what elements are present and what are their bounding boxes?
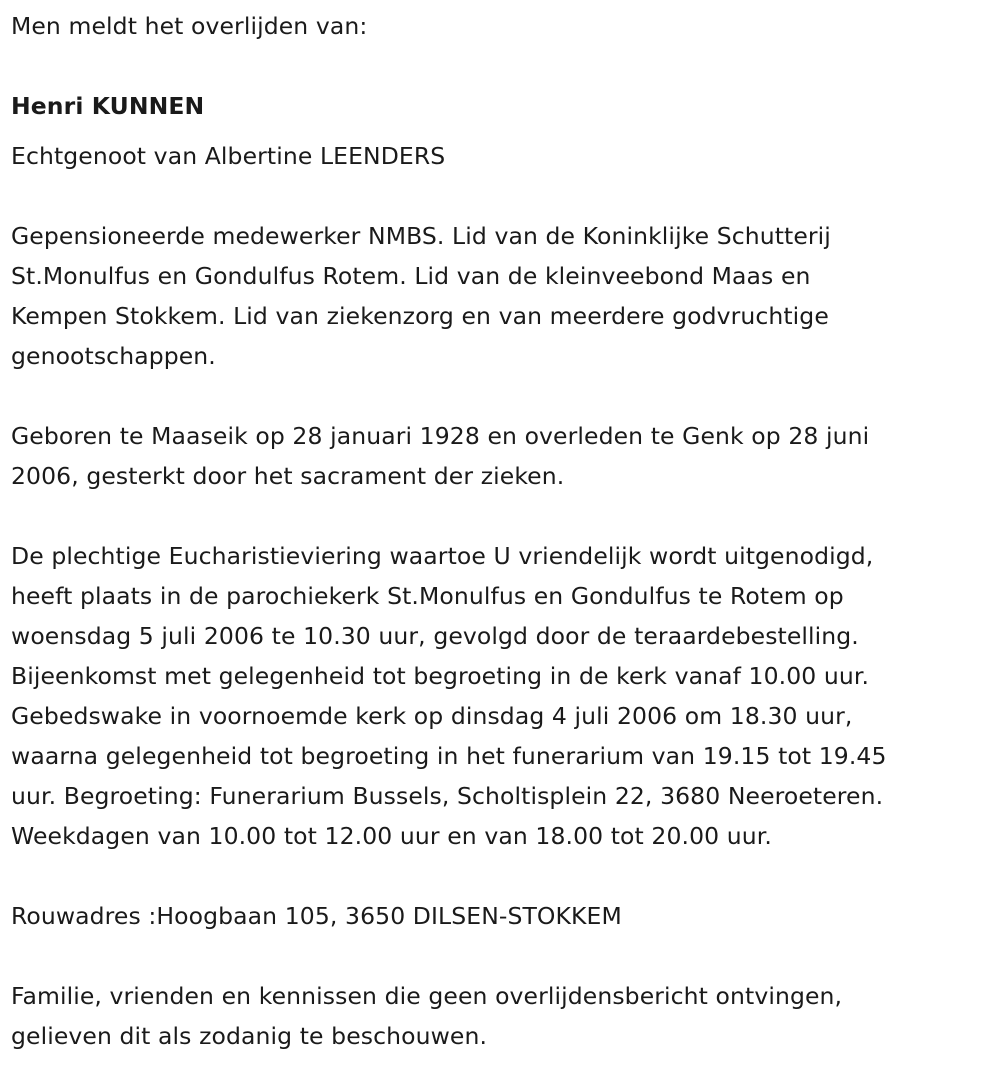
closing-paragraph <box>11 976 996 1056</box>
biography-line: St.Monulfus en Gondulfus Rotem. Lid van de kleinveebond Maas en <box>11 262 811 290</box>
birth-death-line: Geboren te Maaseik op 28 januari 1928 en overleden te Genk op 28 juni <box>11 422 870 450</box>
intro-text: Men meldt het overlijden van: <box>11 12 368 40</box>
funeral-info-line: Gebedswake in voornoemde kerk op dinsdag 4 juli 2006 om 18.30 uur, <box>11 702 853 730</box>
funeral-info-line: Bijeenkomst met gelegenheid tot begroeting in de kerk vanaf 10.00 uur. <box>11 662 870 690</box>
funeral-info-line: uur. Begroeting: Funerarium Bussels, Scholtisplein 22, 3680 Neeroeteren. <box>11 782 884 810</box>
birth-death-line: 2006, gesterkt door het sacrament der zieken. <box>11 462 565 490</box>
biography-paragraph <box>11 216 996 376</box>
deceased-name: Henri KUNNEN <box>11 92 205 120</box>
funeral-info-line: heeft plaats in de parochiekerk St.Monulfus en Gondulfus te Rotem op <box>11 582 844 610</box>
closing-line: Familie, vrienden en kennissen die geen overlijdensbericht ontvingen, <box>11 982 843 1010</box>
closing-line: gelieven dit als zodanig te beschouwen. <box>11 1022 488 1050</box>
biography-line: Kempen Stokkem. Lid van ziekenzorg en van meerdere godvruchtige <box>11 302 829 330</box>
mourning-address: Rouwadres :Hoogbaan 105, 3650 DILSEN-STOKKEM <box>11 902 622 930</box>
spouse-line: Echtgenoot van Albertine LEENDERS <box>11 142 446 170</box>
biography-line: genootschappen. <box>11 342 216 370</box>
funeral-info-paragraph <box>11 536 996 856</box>
birth-death-paragraph <box>11 416 996 496</box>
biography-line: Gepensioneerde medewerker NMBS. Lid van de Koninklijke Schutterij <box>11 222 831 250</box>
funeral-info-line: De plechtige Eucharistieviering waartoe U vriendelijk wordt uitgenodigd, <box>11 542 874 570</box>
funeral-info-line: Weekdagen van 10.00 tot 12.00 uur en van 18.00 tot 20.00 uur. <box>11 822 772 850</box>
funeral-info-line: waarna gelegenheid tot begroeting in het funerarium van 19.15 tot 19.45 <box>11 742 887 770</box>
funeral-info-line: woensdag 5 juli 2006 te 10.30 uur, gevolgd door de teraardebestelling. <box>11 622 859 650</box>
obituary-notice <box>11 6 996 1056</box>
